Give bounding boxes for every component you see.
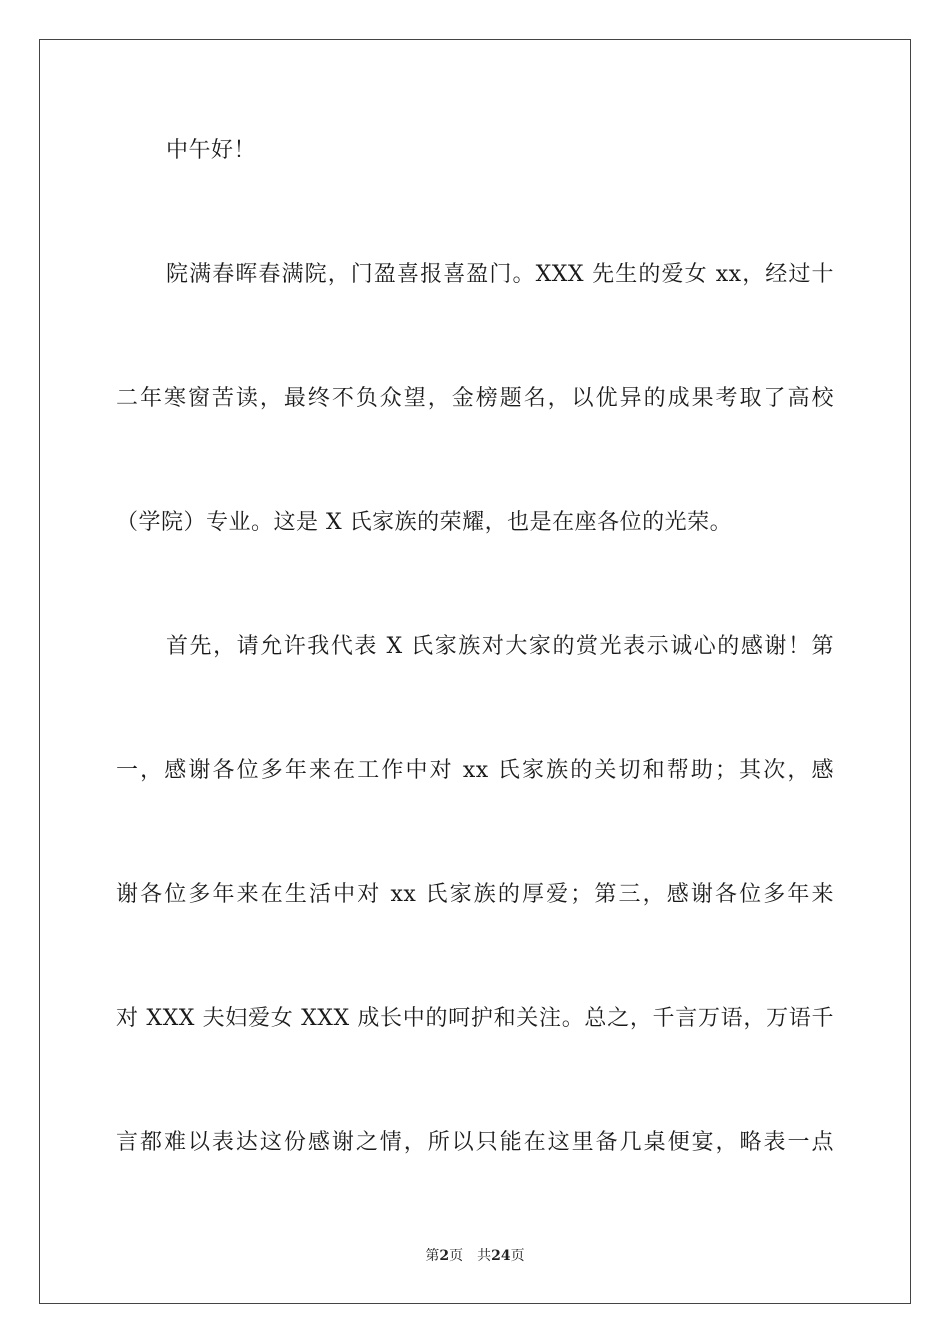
paragraph-2-line-2: 一，感谢各位多年来在工作中对 xx 氏家族的关切和帮助；其次，感 xyxy=(116,758,834,783)
page-border xyxy=(39,39,911,1304)
page-suffix: 页 xyxy=(449,1248,464,1264)
paragraph-2-line-1: 首先，请允许我代表 X 氏家族对大家的赏光表示诚心的感谢！第 xyxy=(166,634,834,659)
page-current: 2 xyxy=(439,1248,450,1264)
paragraph-1-line-3: （学院）专业。这是 X 氏家族的荣耀，也是在座各位的光荣。 xyxy=(116,510,733,535)
page-total: 24 xyxy=(491,1248,511,1264)
paragraph-1-line-1: 院满春晖春满院，门盈喜报喜盈门。XXX 先生的爱女 xx，经过十 xyxy=(166,262,834,287)
greeting-line: 中午好！ xyxy=(166,138,257,163)
total-suffix: 页 xyxy=(510,1248,525,1264)
page-prefix: 第 xyxy=(425,1248,440,1264)
total-prefix: 共 xyxy=(477,1248,492,1264)
page-footer xyxy=(0,1246,950,1266)
paragraph-2-line-4: 对 XXX 夫妇爱女 XXX 成长中的呵护和关注。总之，千言万语，万语千 xyxy=(116,1006,834,1031)
paragraph-2-line-5: 言都难以表达这份感谢之情，所以只能在这里备几桌便宴，略表一点 xyxy=(116,1130,834,1155)
paragraph-1-line-2: 二年寒窗苦读，最终不负众望，金榜题名，以优异的成果考取了高校 xyxy=(116,386,834,411)
paragraph-2-line-3: 谢各位多年来在生活中对 xx 氏家族的厚爱；第三，感谢各位多年来 xyxy=(116,882,834,907)
